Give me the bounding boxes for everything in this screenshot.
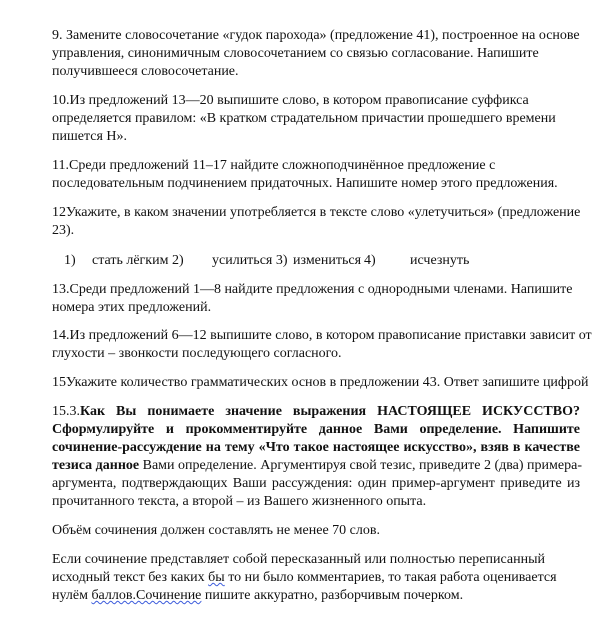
rule-line-3-a: нулём (52, 588, 92, 603)
q9-line-1: 9. Замените словосочетание «гудок парохода» (предложение 41), построенное на основе (52, 28, 580, 43)
q11-line-1: 11.Среди предложений 11–17 найдите сложноподчинённое предложение с (52, 158, 496, 173)
q10-line-2: определяется правилом: «В кратком страдательном причастии прошедшего времени (52, 111, 556, 126)
q153-line-4 (52, 457, 580, 475)
q12-option-4-num: 4) (364, 253, 376, 268)
q153-line-6: прочитанного текста, а второй – из Вашего жизненного опыта. (52, 494, 427, 509)
q153-number: 15.3. (52, 404, 80, 419)
rule-line-2-c: то ни было комментариев, то такая работа оценивается (224, 570, 557, 585)
rule-line-3-spellcheck: баллов.Сочинение (91, 588, 202, 603)
q12-option-4-text: исчезнуть (410, 253, 470, 268)
q9-line-3: получившееся словосочетание. (52, 64, 239, 79)
q10-line-1: 10.Из предложений 13—20 выпишите слово, в котором правописание суффикса (52, 93, 529, 108)
rule-line-1: Если сочинение представляет собой пересказанный или полностью переписанный (52, 552, 545, 567)
q153-prompt-1: Как Вы понимаете значение выражения НАСТОЯЩЕЕ ИСКУССТВО? (80, 404, 580, 419)
q153-line-3 (52, 439, 580, 457)
q153-line-1 (52, 403, 580, 421)
q12-option-2-text: усилиться 3) (212, 253, 288, 268)
q12-option-1-text: стать лёгким 2) (92, 253, 184, 268)
q153-line-2 (52, 421, 580, 439)
q9-line-2: управления, синонимичным словосочетанием со связью согласование. Напишите (52, 46, 539, 61)
rule-line-3-c: пишите аккуратно, разборчивым почерком. (201, 588, 464, 603)
q13-line-2: номера этих предложений. (52, 300, 212, 315)
q15-line-1: 15Укажите количество грамматических основ в предложении 43. Ответ запишите цифрой (52, 375, 589, 390)
rule-line-3 (52, 587, 463, 605)
q10-line-3: пишется Н». (52, 129, 128, 144)
q14-line-1: 14.Из предложений 6—12 выпишите слово, в котором правописание приставки зависит от (52, 328, 592, 343)
q153-line-5: аргумента, подтверждающих Ваши рассуждения: один пример-аргумент приведите из (52, 476, 580, 491)
q14-line-2: глухости – звонкости последующего согласного. (52, 346, 342, 361)
q153-text-4: Вами определение. Аргументируя свой тезис, приведите 2 (два) примера- (142, 458, 582, 473)
q11-line-2: последовательным подчинением придаточных. Напишите номер этого предложения. (52, 176, 558, 191)
q12-line-1: 12Укажите, в каком значении употребляется в тексте слово «улетучиться» (предложение (52, 205, 581, 220)
q13-line-1: 13.Среди предложений 1—8 найдите предложения с однородными членами. Напишите (52, 282, 573, 297)
q153-prompt-3: сочинение-рассуждение на тему «Что такое настоящее искусство», взяв в качестве (52, 440, 580, 455)
q153-prompt-4: тезиса данное (52, 458, 140, 473)
q12-option-1-num: 1) (64, 253, 76, 268)
rule-line-2 (52, 569, 557, 587)
q12-option-3-text: измениться (293, 253, 362, 268)
q12-line-2: 23). (52, 223, 75, 238)
q153-prompt-2: Сформулируйте и прокомментируйте данное Вами определение. Напишите (52, 422, 580, 437)
rule-line-2-spellcheck: бы (208, 570, 225, 585)
rule-line-2-a: исходный текст без каких (52, 570, 209, 585)
volume-note: Объём сочинения должен составлять не менее 70 слов. (52, 523, 380, 538)
